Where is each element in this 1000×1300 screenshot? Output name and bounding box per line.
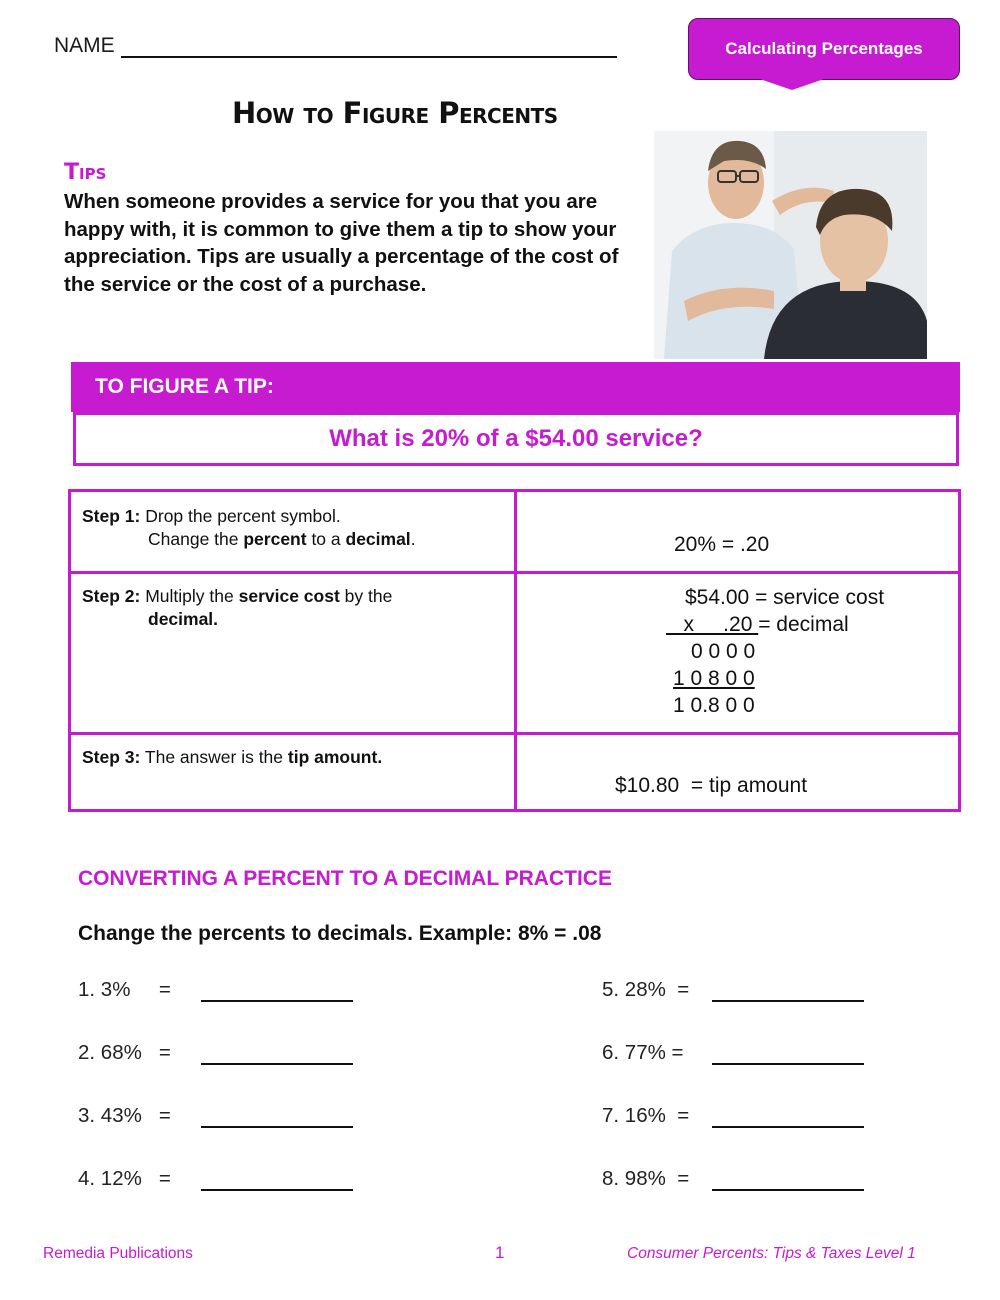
calc-line-4-text: 1 0 8 0 0	[673, 667, 755, 690]
step-1-line1: Drop the percent symbol.	[145, 506, 341, 526]
calc-line-2-multiplier: x .20	[666, 613, 759, 636]
question-4-label: 4. 12% =	[78, 1167, 171, 1190]
tips-body: When someone provides a service for you that you are happy with, it is common to give them a tip to show your appreciation. Tips are usually a percentage of the cost of the service or the cost of a purchase.	[64, 190, 619, 296]
question-5-label: 5. 28% =	[602, 978, 690, 1001]
step-1-bold-decimal: decimal	[345, 529, 411, 549]
answer-2-blank[interactable]	[201, 1063, 353, 1065]
step-1-description	[82, 505, 416, 551]
answer-3-blank[interactable]	[201, 1126, 353, 1128]
step-1-result: 20% = .20	[674, 533, 770, 556]
step-3-pre: The answer is the	[144, 747, 288, 767]
answer-4-blank[interactable]	[201, 1189, 353, 1191]
steps-row-divider-2	[71, 732, 958, 735]
practice-heading: CONVERTING A PERCENT TO A DECIMAL PRACTICE	[78, 867, 612, 890]
steps-table	[68, 489, 961, 812]
topic-badge: Calculating Percentages	[688, 18, 960, 80]
step-2-description	[82, 585, 392, 631]
step-1-line2-pre: Change the	[148, 529, 244, 549]
footer-publisher: Remedia Publications	[43, 1245, 193, 1262]
question-1-label: 1. 3% =	[78, 978, 171, 1001]
answer-8-blank[interactable]	[712, 1189, 864, 1191]
page-title: How to Figure Percents	[232, 96, 558, 130]
tip-banner: TO FIGURE A TIP:	[71, 362, 960, 412]
step-3-description	[82, 746, 382, 769]
calc-line-5: 1 0.8 0 0	[673, 694, 755, 717]
step-2-bold-service-cost: service cost	[238, 586, 340, 606]
steps-column-divider	[514, 492, 517, 809]
step-2-label: Step 2:	[82, 586, 141, 606]
name-field[interactable]	[54, 34, 617, 58]
step-1-line2-post: .	[410, 529, 416, 549]
calc-line-2	[666, 611, 849, 638]
steps-row-divider-1	[71, 571, 958, 574]
answer-7-blank[interactable]	[712, 1126, 864, 1128]
step-3-label: Step 3:	[82, 747, 141, 767]
name-line[interactable]	[121, 34, 617, 58]
tips-heading: Tips	[64, 160, 107, 185]
question-3-label: 3. 43% =	[78, 1104, 171, 1127]
step-3-result: $10.80 = tip amount	[615, 774, 808, 797]
calc-line-2-label: = decimal	[758, 613, 849, 636]
step-2-pre: Multiply the	[145, 586, 239, 606]
step-2-bold-decimal: decimal.	[148, 609, 219, 629]
barber-photo	[654, 131, 927, 359]
practice-instruction: Change the percents to decimals. Example: 8% = .08	[78, 922, 602, 945]
question-2-label: 2. 68% =	[78, 1041, 171, 1064]
name-label: NAME	[54, 34, 115, 57]
step-1-bold-percent: percent	[243, 529, 307, 549]
barber-photo-image	[654, 131, 927, 359]
calc-line-4	[667, 665, 755, 692]
step-3-bold-tip-amount: tip amount.	[287, 747, 383, 767]
topic-badge-tail	[760, 79, 824, 90]
step-1-line2-mid: to a	[306, 529, 346, 549]
step-1-label: Step 1:	[82, 506, 141, 526]
footer-page-number: 1	[495, 1243, 505, 1262]
answer-5-blank[interactable]	[712, 1000, 864, 1002]
answer-1-blank[interactable]	[201, 1000, 353, 1002]
question-7-label: 7. 16% =	[602, 1104, 690, 1127]
answer-6-blank[interactable]	[712, 1063, 864, 1065]
step-2-post: by the	[339, 586, 393, 606]
question-6-label: 6. 77% =	[602, 1041, 684, 1064]
calc-line-3: 0 0 0 0	[691, 640, 756, 663]
footer-series: Consumer Percents: Tips & Taxes Level 1	[627, 1245, 916, 1262]
tip-question: What is 20% of a $54.00 service?	[73, 412, 959, 466]
question-8-label: 8. 98% =	[602, 1167, 690, 1190]
calc-line-1: $54.00 = service cost	[685, 586, 885, 609]
